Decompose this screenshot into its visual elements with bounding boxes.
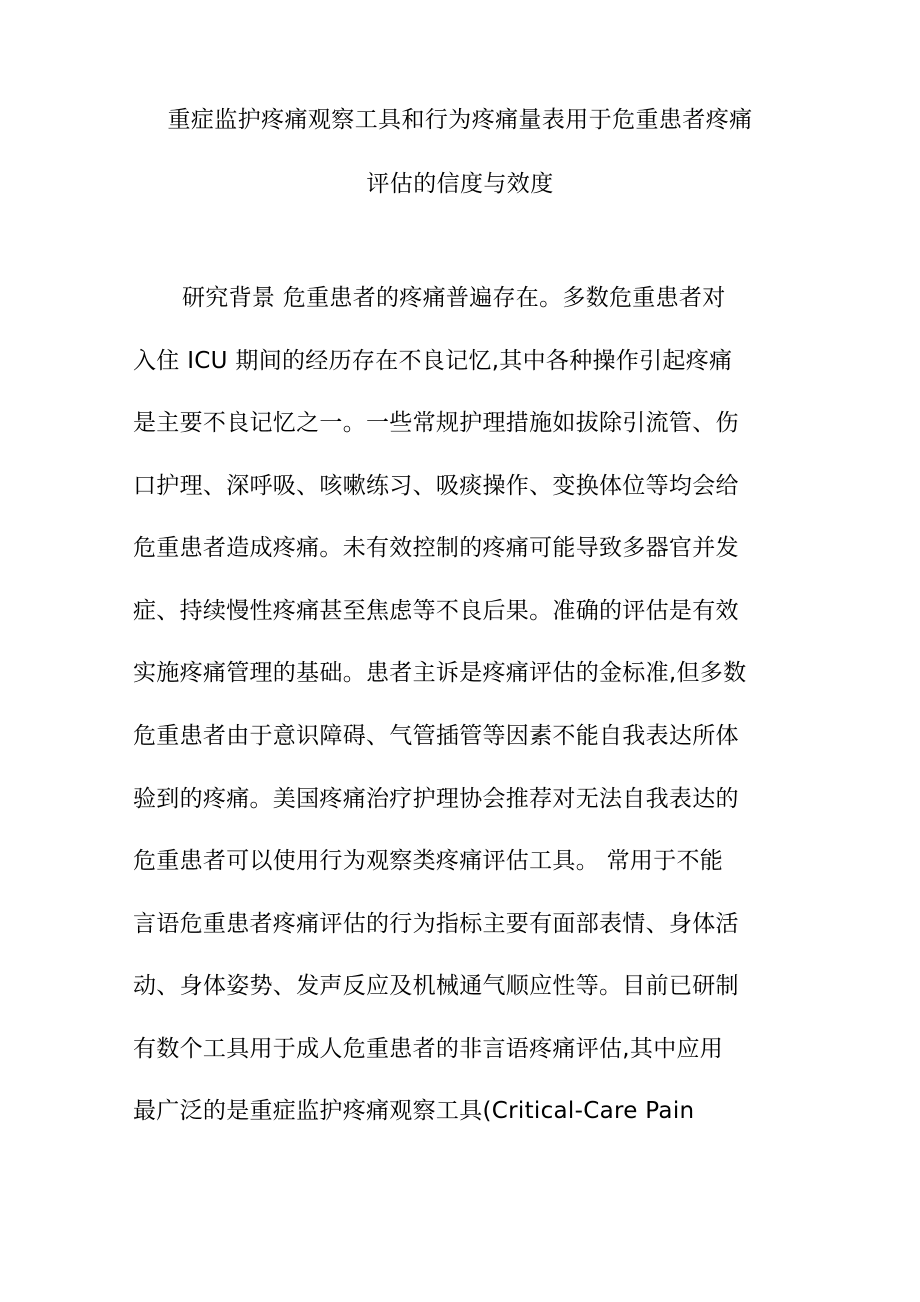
paragraph-line-14: 最广泛的是重症监护疼痛观察工具(Critical-Care Pain <box>133 1098 695 1124</box>
paragraph-line-8: 危重患者由于意识障碍、气管插管等因素不能自我表达所体 <box>133 723 739 749</box>
paragraph-line-4: 口护理、深呼吸、咳嗽练习、吸痰操作、变换体位等均会给 <box>133 473 739 499</box>
paragraph-line-6: 症、持续慢性疼痛甚至焦虑等不良后果。准确的评估是有效 <box>133 598 739 624</box>
paragraph-line-2: 入住 ICU 期间的经历存在不良记忆,其中各种操作引起疼痛 <box>133 348 733 374</box>
paragraph-line-1: 研究背景 危重患者的疼痛普遍存在。多数危重患者对 <box>182 285 726 311</box>
paragraph-line-3: 是主要不良记忆之一。一些常规护理措施如拔除引流管、伤 <box>133 410 739 436</box>
paragraph-line-12: 动、身体姿势、发声反应及机械通气顺应性等。目前已研制 <box>133 973 739 999</box>
paragraph-line-11: 言语危重患者疼痛评估的行为指标主要有面部表情、身体活 <box>133 911 739 937</box>
paragraph-line-5: 危重患者造成疼痛。未有效控制的疼痛可能导致多器官并发 <box>133 535 739 561</box>
paragraph-line-10: 危重患者可以使用行为观察类疼痛评估工具。 常用于不能 <box>133 848 724 874</box>
document-title-line-2: 评估的信度与效度 <box>366 171 554 197</box>
paragraph-line-13: 有数个工具用于成人危重患者的非言语疼痛评估,其中应用 <box>133 1036 724 1062</box>
paragraph-line-7: 实施疼痛管理的基础。患者主诉是疼痛评估的金标准,但多数 <box>133 660 747 686</box>
paragraph-line-9: 验到的疼痛。美国疼痛治疗护理协会推荐对无法自我表达的 <box>133 786 739 812</box>
document-title-line-1: 重症监护疼痛观察工具和行为疼痛量表用于危重患者疼痛 <box>167 107 753 133</box>
